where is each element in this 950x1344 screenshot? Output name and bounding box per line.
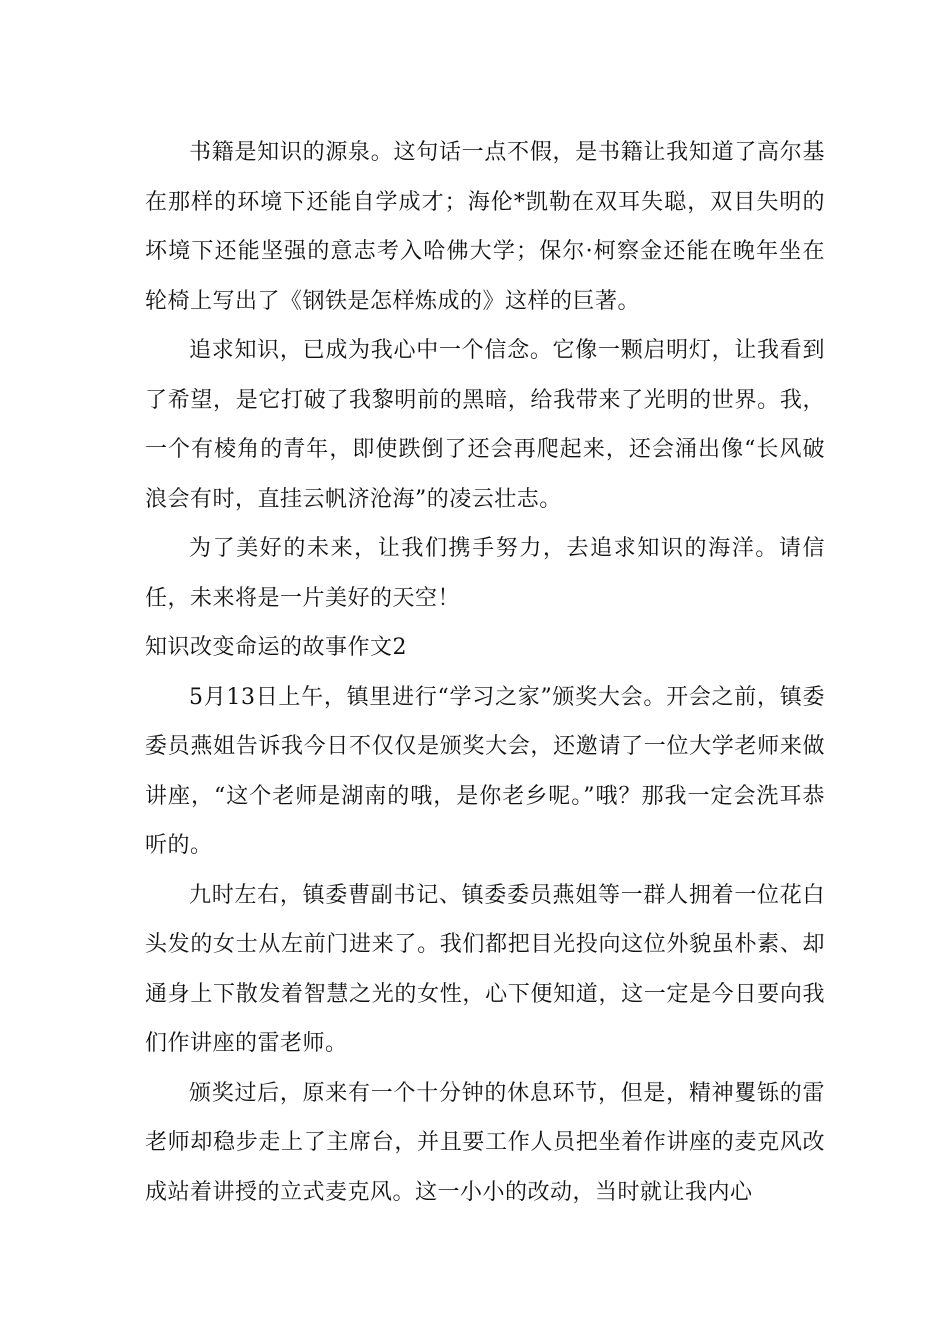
paragraph-books-source: 书籍是知识的源泉。这句话一点不假，是书籍让我知道了高尔基在那样的环境下还能自学成才；海伦*凯勒在双耳失聪，双目失明的坏境下还能坚强的意志考入哈佛大学；保尔·柯察金还能在晚年坐在轮椅上写出了《钢铁是怎样炼成的》这样的巨著。 <box>145 140 825 314</box>
paragraph-award-meeting: 5月13日上午，镇里进行“学习之家”颁奖大会。开会之前，镇委委员燕姐告诉我今日不仅仅是颁奖大会，还邀请了一位大学老师来做讲座，“这个老师是湖南的哦，是你老乡呢。”哦？那我一定会洗耳恭听的。 <box>145 684 825 858</box>
paragraph-future: 为了美好的未来，让我们携手努力，去追求知识的海洋。请信任，未来将是一片美好的天空！ <box>145 536 825 611</box>
paragraph-after-awards: 颁奖过后，原来有一个十分钟的休息环节，但是，精神矍铄的雷老师却稳步走上了主席台，并且要工作人员把坐着作讲座的麦克风改成站着讲授的立式麦克风。这一小小的改动，当时就让我内心 <box>145 1080 825 1205</box>
section-title: 知识改变命运的故事作文2 <box>145 635 407 660</box>
paragraph-teacher-arrives: 九时左右，镇委曹副书记、镇委委员燕姐等一群人拥着一位花白头发的女士从左前门进来了。我们都把目光投向这位外貌虽朴素、却通身上下散发着智慧之光的女性，心下便知道，这一定是今日要向我们作讲座的雷老师。 <box>145 882 825 1056</box>
paragraph-pursue-knowledge: 追求知识，已成为我心中一个信念。它像一颗启明灯，让我看到了希望，是它打破了我黎明前的黑暗，给我带来了光明的世界。我，一个有棱角的青年，即使跌倒了还会再爬起来，还会涌出像“长风破浪会有时，直挂云帆济沧海”的凌云壮志。 <box>145 338 825 512</box>
